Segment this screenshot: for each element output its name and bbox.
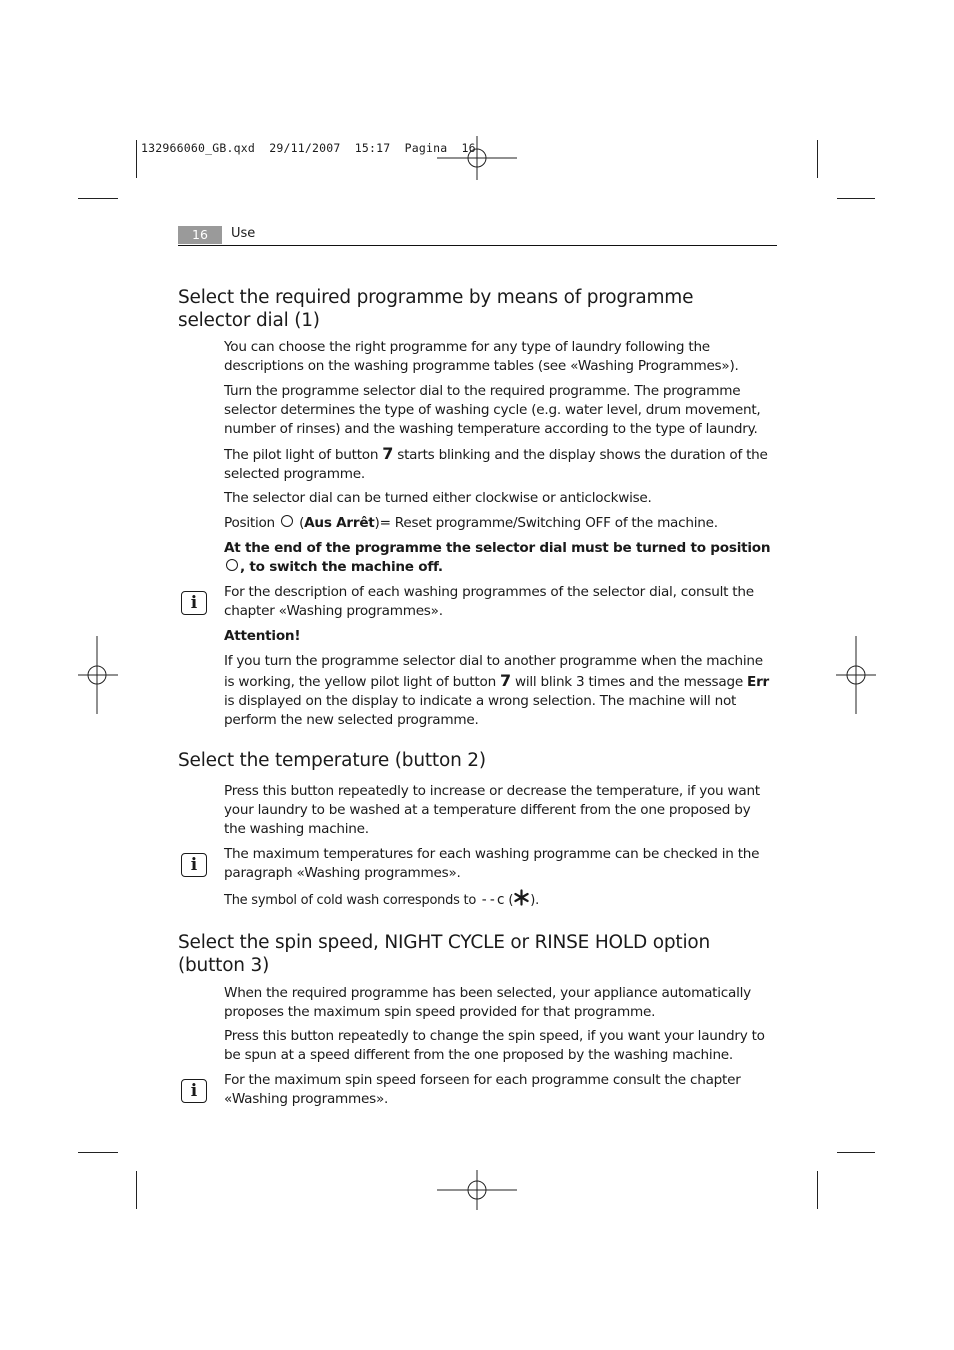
section-heading: Select the required programme by means of programme selector dial (1): [178, 287, 694, 331]
header-rule: [178, 245, 777, 246]
text: At the end of the programme the selector dial must be turned to position: [224, 540, 771, 556]
text: (: [504, 893, 514, 908]
paragraph: For the description of each washing programmes of the selector dial, consult the chapter «Washing programmes».: [224, 584, 754, 619]
crop-mark: [136, 1171, 137, 1209]
crop-mark: [817, 140, 818, 178]
paragraph: When the required programme has been selected, your appliance automatically proposes the maximum spin speed provided for that programme.: [224, 985, 751, 1020]
section-label: Use: [231, 226, 256, 241]
print-slug: 132966060_GB.qxd 29/11/2007 15:17 Pagina 16: [141, 141, 476, 155]
crop-mark: [78, 1152, 118, 1153]
warning-paragraph: [224, 539, 776, 577]
page-number-badge: 16: [178, 226, 222, 244]
crop-mark: [78, 198, 118, 199]
info-icon: i: [181, 853, 207, 877]
crop-mark: [136, 140, 137, 178]
registration-mark-icon: [437, 1170, 517, 1210]
error-code: Err: [747, 674, 769, 690]
text: )= Reset programme/Switching OFF of the machine.: [374, 515, 718, 531]
attention-label: Attention!: [224, 628, 301, 644]
paragraph: [224, 514, 776, 533]
off-position-icon: [281, 515, 293, 527]
position-label: Aus Arrêt: [304, 515, 375, 531]
text: (: [295, 515, 305, 531]
paragraph: [224, 889, 776, 910]
text: , to switch the machine off.: [240, 559, 443, 575]
cold-wash-symbol: --c: [479, 892, 505, 908]
section-heading: Select the spin speed, NIGHT CYCLE or RINSE HOLD option (button 3): [178, 932, 711, 976]
text: is displayed on the display to indicate a wrong selection. The machine will not perform the new selected programme.: [224, 693, 737, 728]
paragraph: For the maximum spin speed forseen for each programme consult the chapter «Washing programmes».: [224, 1072, 741, 1107]
registration-mark-icon: [78, 636, 118, 714]
snowflake-icon: [513, 889, 530, 906]
crop-mark: [837, 198, 875, 199]
text: Position: [224, 515, 279, 531]
paragraph: The selector dial can be turned either clockwise or anticlockwise.: [224, 490, 652, 506]
paragraph: You can choose the right programme for any type of laundry following the descriptions on the washing programme tables (see «Washing Programmes»).: [224, 339, 739, 374]
paragraph: [224, 652, 776, 730]
text: The symbol of cold wash corresponds to: [224, 893, 480, 908]
paragraph: Press this button repeatedly to change the spin speed, if you want your laundry to be spun at a speed different from the one proposed by the washing machine.: [224, 1028, 765, 1063]
text: ).: [530, 893, 539, 908]
info-icon: i: [181, 1079, 207, 1103]
paragraph: Turn the programme selector dial to the required programme. The programme selector determines the type of washing cycle (e.g. water level, drum movement, number of rinses) and the washing temperature according to the type of laundry.: [224, 383, 761, 437]
button-number: 7: [382, 444, 394, 463]
paragraph: The maximum temperatures for each washing programme can be checked in the paragraph «Washing programmes».: [224, 846, 760, 881]
text: The pilot light of button: [224, 447, 383, 463]
crop-mark: [817, 1171, 818, 1209]
section-heading: Select the temperature (button 2): [178, 750, 486, 771]
text: will blink 3 times and the message: [510, 674, 748, 690]
registration-mark-icon: [836, 636, 876, 714]
paragraph: [224, 444, 776, 484]
crop-mark: [837, 1152, 875, 1153]
off-position-icon: [226, 559, 238, 571]
text: starts blinking and the display shows the duration of the selected programme.: [224, 447, 768, 482]
paragraph: Press this button repeatedly to increase or decrease the temperature, if you want your laundry to be washed at a temperature different from the one proposed by the washing machine.: [224, 783, 760, 837]
text: If you turn the programme selector dial to another programme when the machine is working, the yellow pilot light of button: [224, 653, 763, 690]
info-icon: i: [181, 591, 207, 615]
button-number: 7: [500, 671, 511, 690]
